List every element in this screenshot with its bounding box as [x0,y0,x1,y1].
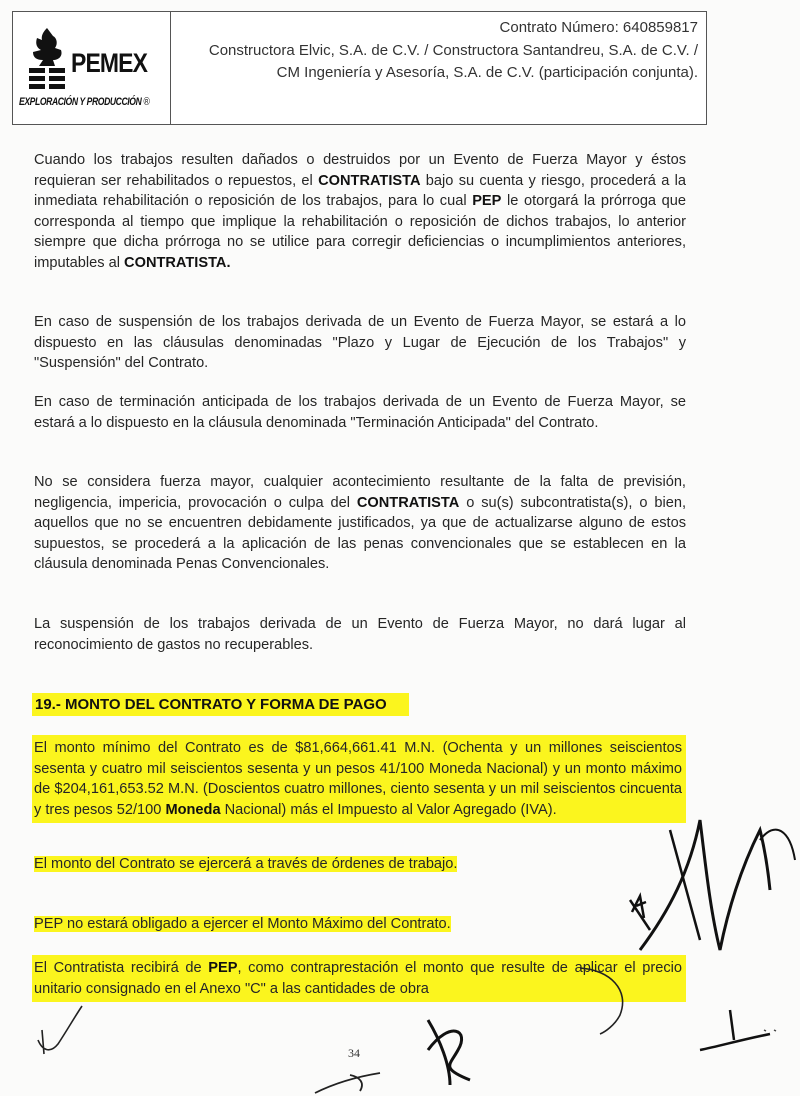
paragraph-work-orders: El monto del Contrato se ejercerá a través de órdenes de trabajo. [34,856,458,872]
paragraph-rehabilitation: Cuando los trabajos resulten dañados o destruidos por un Evento de Fuerza Mayor y éstos requieran ser rehabilitados o repuestos, el CONTRATISTA bajo su cuenta y riesgo, procederá a la inmediata rehabilitación o reposición de los trabajos, para lo cual PEP le otorgará la prórroga que corresponda al tiempo que implique la rehabilitación o reposición de dichos trabajos, lo anterior siempre que dicha prórroga no se utilice para corregir deficiencias o incumplimientos anteriores, imputables al CONTRATISTA. [34,152,687,271]
signature-bottom-right [690,1000,790,1060]
paragraph-maximum-amount: PEP no estará obligado a ejercer el Monto Máximo del Contrato. [34,916,451,932]
paragraph-force-majeure-exclusion: No se considera fuerza mayor, cualquier acontecimiento resultante de la falta de previsión, negligencia, impericia, provocación o culpa del CONTRATISTA o su(s) subcontratista(s), o bien, aquellos que no se encuentren debidamente justificados, ya que de actualizarse alguno de estos supuestos, se procederá a la aplicación de las penas convencionales que se establecen en la cláusula denominada Penas Convencionales. [34,474,686,572]
initials-near-page-number [310,1055,400,1096]
pemex-eagle-icon [25,26,69,92]
paragraph-suspension: En caso de suspensión de los trabajos derivada de un Evento de Fuerza Mayor, se estará a lo dispuesto en las cláusulas denominadas "Plazo y Lugar de Ejecución de los Trabajos" y "Suspensión" del Contrato. [34,314,686,371]
registered-mark: ® [143,96,150,108]
pen-stroke-highlight [560,960,640,1040]
contract-parties: Constructora Elvic, S.A. de C.V. / Constructora Santandreu, S.A. de C.V. / CM Ingeniería y Asesoría, S.A. de C.V. (participación conjunta). [208,42,698,81]
paragraph-early-termination: En caso de terminación anticipada de los trabajos derivada de un Evento de Fuerza Mayor, se estará a lo dispuesto en la cláusula denominada "Terminación Anticipada" del Contrato. [34,394,686,431]
document-header [12,11,707,125]
signature-bottom-left [30,1000,90,1060]
paragraph-no-recoverable-costs: La suspensión de los trabajos derivada de un Evento de Fuerza Mayor, no dará lugar al reconocimiento de gastos no recuperables. [34,616,686,653]
logo-subtitle: EXPLORACIÓN Y PRODUCCIÓN ® [19,96,150,108]
signature-bottom-center [410,1010,480,1090]
paragraph-payment: El Contratista recibirá de PEP, como contraprestación el monto que resulte de aplicar el precio unitario consignado en el Anexo "C" a las cantidades de obra [34,955,686,1002]
contract-number: Contrato Número: 640859817 [499,19,698,36]
pemex-logo [13,12,171,124]
section-heading-19: 19.- MONTO DEL CONTRATO Y FORMA DE PAGO [32,693,409,716]
signature-right-large [610,800,800,970]
logo-brand: PEMEX [71,48,148,78]
page-number: 34 [348,1046,360,1060]
paragraph-contract-amount: El monto mínimo del Contrato es de $81,664,661.41 M.N. (Ochenta y un millones seiscientos sesenta y cuatro mil seiscientos sesenta y un pesos 41/100 Moneda Nacional) y un monto máximo de $204,161,653.52 M.N. (Doscientos cuatro millones, ciento sesenta y un mil seiscientos cincuenta y tres pesos 52/100 Moneda Nacional) más el Impuesto al Valor Agregado (IVA). [34,735,686,823]
